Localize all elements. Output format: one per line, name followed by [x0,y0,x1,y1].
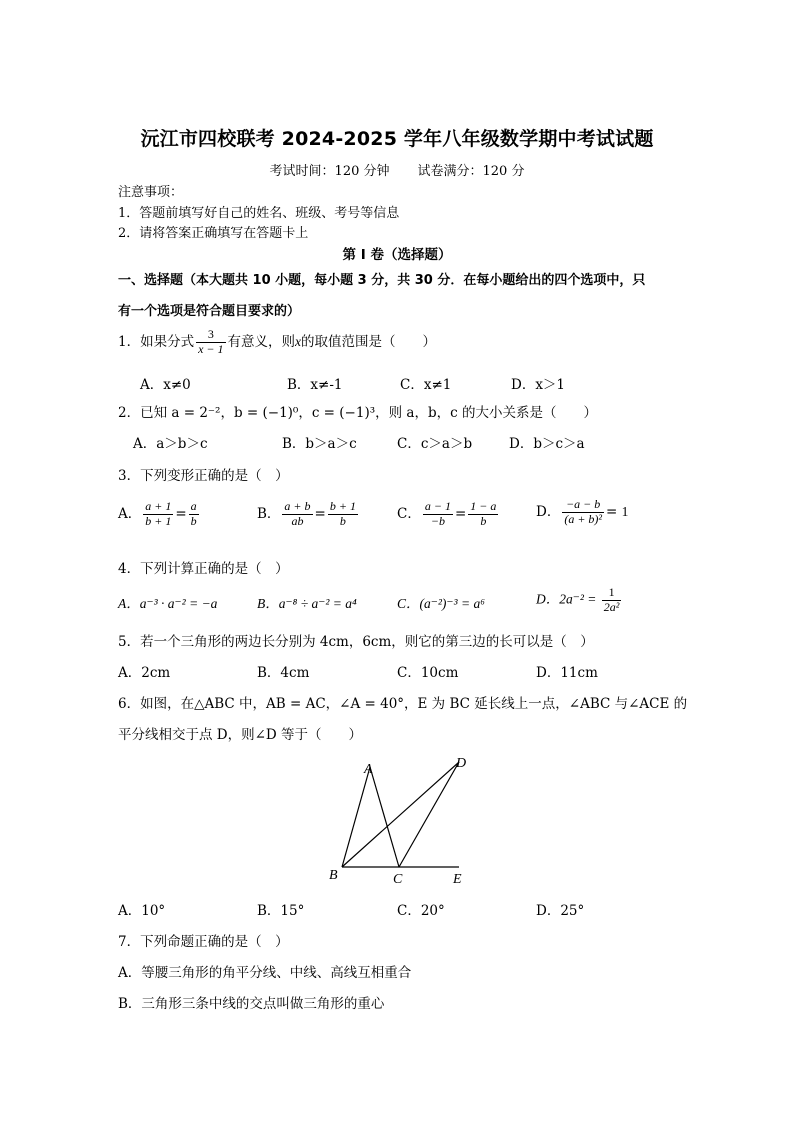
notice-item-1: 1．答题前填写好自己的姓名、班级、考号等信息 [118,206,400,221]
q4-option-a: A．a⁻³ · a⁻² = −a [118,596,218,611]
q4-option-d: D．2a⁻² = $\frac{1}{\text{2a²}}$ [536,585,620,614]
q2-option-d: D．b＞c＞a [509,436,585,452]
q1-option-a: A．x≠0 [140,377,191,393]
q3-option-b: B． $\frac{a + b}{ab}$ = $\frac{b + 1}{b}$ [257,499,356,528]
exam-time: 考试时间：120 分钟 [269,164,390,179]
segment-ac [370,767,399,867]
q5-option-a: A．2cm [118,665,171,681]
q1-option-c: C．x≠1 [400,377,452,393]
q5-option-b: B．4cm [257,665,310,681]
q4-option-b: B．a⁻⁸ ÷ a⁻² = a⁴ [257,596,357,611]
question-4-stem: 4．下列计算正确的是（ ） [118,561,289,577]
segment-bd [342,762,459,867]
q6-option-a: A．10° [118,903,166,919]
notice-heading: 注意事项： [118,185,184,200]
q1-option-d: D．x＞1 [511,377,566,393]
q1-fraction: $\frac{3}{x - 1}$ [198,327,224,356]
q6-option-b: B．15° [257,903,305,919]
q2-option-b: B．b＞a＞c [282,436,357,452]
full-score: 试卷满分：120 分 [417,164,525,179]
q4-option-c: C．(a⁻²)⁻³ = a⁶ [397,596,485,611]
label-d: D [456,756,467,771]
notice-item-2: 2．请将答案正确填写在答题卡上 [118,226,309,241]
question-2-stem: 2．已知 a = 2⁻²，b = (−1)⁰，c = (−1)³，则 a，b，c 的大小关系是（ ） [118,405,597,421]
section-instruction-2: 有一个选项是符合题目要求的） [118,304,301,319]
question-1-stem: 1．如果分式 $\frac{3}{x - 1}$ 有意义，则x的取值范围是（ ） [118,327,437,356]
segment-ba [342,767,370,867]
question-6-stem-line1: 6．如图，在△ABC 中，AB = AC，∠A = 40°，E 为 BC 延长线上一点，∠ABC 与∠ACE 的 [118,696,688,712]
label-b: B [329,868,338,883]
exam-title: 沅江市四校联考 2024-2025 学年八年级数学期中考试试题 [140,128,654,150]
section-instruction-1: 一、选择题（本大题共 10 小题，每小题 3 分，共 30 分．在每小题给出的四个选项中，只 [118,273,646,288]
section-title: 第 I 卷（选择题） [342,247,452,263]
q5-option-c: C．10cm [397,665,459,681]
label-c: C [393,872,403,887]
question-3-stem: 3．下列变形正确的是（ ） [118,468,289,484]
q2-option-c: C．c＞a＞b [397,436,473,452]
q2-option-a: A．a＞b＞c [133,436,208,452]
q6-option-c: C．20° [397,903,445,919]
question-5-stem: 5．若一个三角形的两边长分别为 4cm，6cm，则它的第三边的长可以是（ ） [118,634,594,650]
exam-meta [0,160,794,179]
q6-option-d: D．25° [536,903,585,919]
q5-option-d: D．11cm [536,665,598,681]
q3-option-c: C． $\frac{a - 1}{-b}$ = $\frac{1 - a}{b}$ [397,499,497,528]
label-e: E [453,872,462,887]
segment-cd [399,762,459,867]
q1-option-b: B．x≠-1 [287,377,343,393]
q3-option-a: A． $\frac{a + 1}{b + 1}$ = $\frac{a}{b}$ [118,499,197,528]
triangle-figure [320,750,480,890]
q7-option-b: B．三角形三条中线的交点叫做三角形的重心 [118,996,385,1012]
question-6-stem-line2: 平分线相交于点 D，则∠D 等于（ ） [118,727,363,743]
q3-option-d: D． $\frac{-a - b}{\text{(a + b)²}}$ = 1 [536,497,629,526]
label-a: A [364,762,373,777]
question-7-stem: 7．下列命题正确的是（ ） [118,934,289,950]
q7-option-a: A．等腰三角形的角平分线、中线、高线互相重合 [118,965,412,981]
